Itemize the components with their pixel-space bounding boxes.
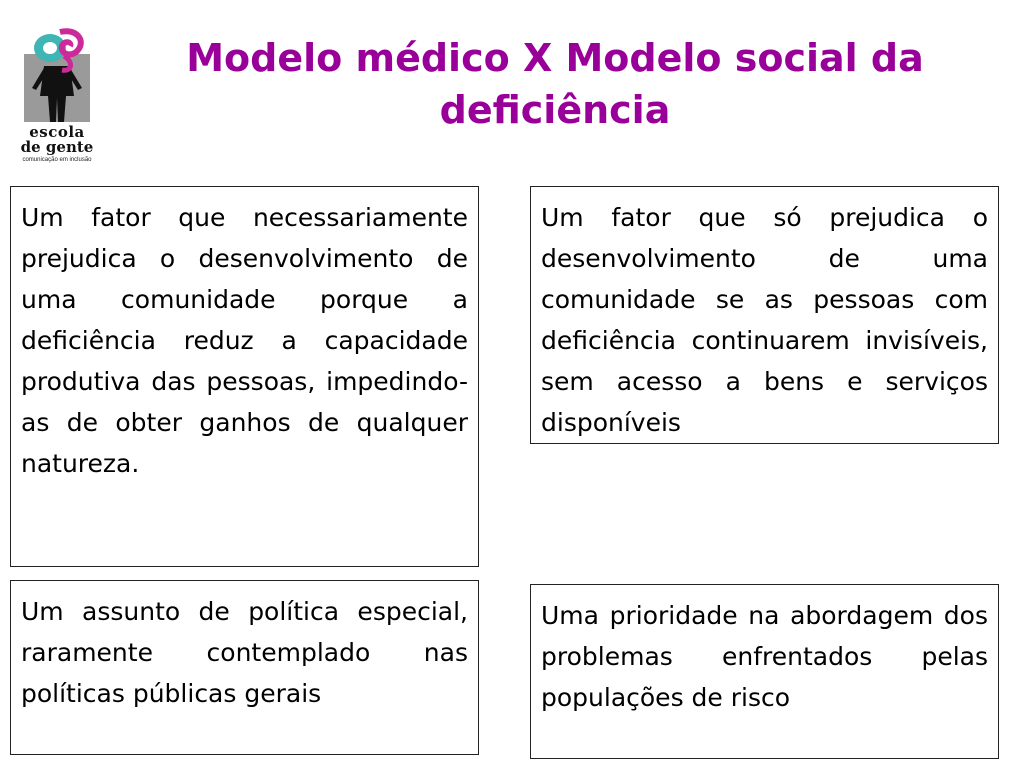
logo-tagline: comunicação em inclusão	[22, 157, 92, 163]
social-model-box-1: Um fator que só prejudica o desenvolvimento de uma comunidade se as pessoas com deficiência continuarem invisíveis, sem acesso a bens e serviços disponíveis	[530, 186, 999, 444]
escola-de-gente-logo	[14, 26, 100, 166]
social-model-box-2: Uma prioridade na abordagem dos problemas enfrentados pelas populações de risco	[530, 584, 999, 759]
logo-text-de-gente: de gente	[20, 138, 94, 156]
logo-figure-icon	[14, 26, 100, 126]
page-title: Modelo médico X Modelo social da deficiência	[186, 36, 924, 132]
medical-model-box-2: Um assunto de política especial, raramente contemplado nas políticas públicas gerais	[10, 580, 479, 755]
logo-text-escola: escola	[29, 123, 85, 141]
medical-model-box-1: Um fator que necessariamente prejudica o desenvolvimento de uma comunidade porque a deficiência reduz a capacidade produtiva das pessoas, impedindo-as de obter ganhos de qualquer natureza.	[10, 186, 479, 567]
